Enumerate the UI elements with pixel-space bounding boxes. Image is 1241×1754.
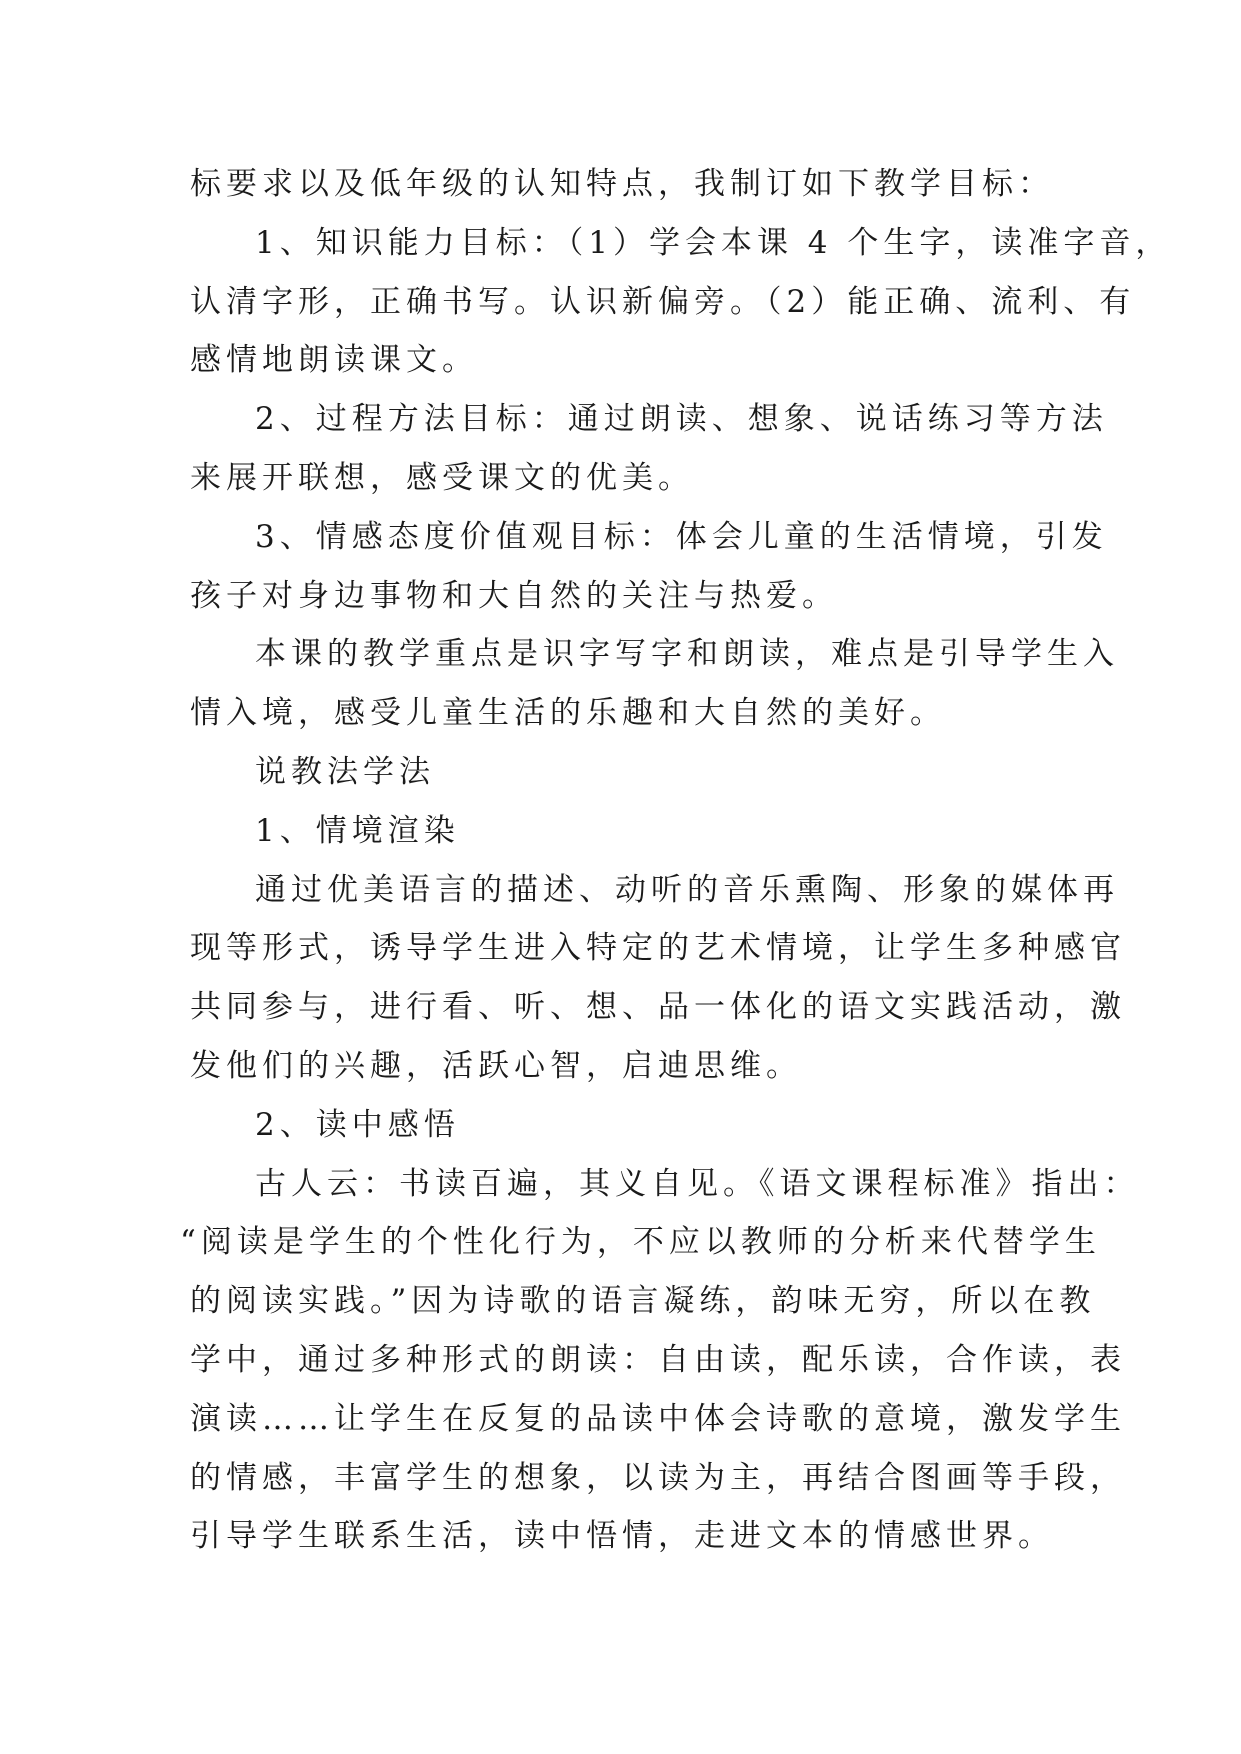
text-line: 通过优美语言的描述、动听的音乐熏陶、形象的媒体再 (255, 871, 1119, 908)
text-line: 古人云：书读百遍，其义自见。《语文课程标准》指出： (255, 1165, 1140, 1202)
subsection-heading: 2、读中感悟 (255, 1106, 460, 1143)
text-line: 情入境，感受儿童生活的乐趣和大自然的美好。 (190, 695, 946, 732)
text-line: 的情感，丰富学生的想象，以读为主，再结合图画等手段， (190, 1459, 1126, 1496)
subsection-heading: 1、情境渲染 (255, 812, 460, 849)
text-line: 标要求以及低年级的认知特点，我制订如下教学目标： (190, 166, 1054, 202)
section-heading: 说教法学法 (255, 753, 435, 790)
text-line: 本课的教学重点是识字写字和朗读，难点是引导学生入 (255, 636, 1119, 673)
text-line: 引导学生联系生活，读中悟情，走进文本的情感世界。 (190, 1518, 1054, 1555)
text-line: 2、过程方法目标：通过朗读、想象、说话练习等方法 (255, 401, 1108, 438)
text-line: 感情地朗读课文。 (190, 342, 478, 379)
text-line: 孩子对身边事物和大自然的关注与热爱。 (190, 577, 838, 614)
document-body (180, 155, 1172, 1566)
text-line: 演读……让学生在反复的品读中体会诗歌的意境，激发学生 (190, 1400, 1126, 1437)
text-line: 学中，通过多种形式的朗读：自由读，配乐读，合作读，表 (190, 1341, 1126, 1378)
text-line: 共同参与，进行看、听、想、品一体化的语文实践活动，激 (190, 989, 1126, 1026)
text-line: 认清字形，正确书写。认识新偏旁。（2）能正确、流利、有 (190, 283, 1136, 320)
text-line: 的阅读实践。”因为诗歌的语言凝练，韵味无穷，所以在教 (190, 1283, 1096, 1320)
text-line: 3、情感态度价值观目标：体会儿童的生活情境，引发 (255, 518, 1108, 555)
text-line: 现等形式，诱导学生进入特定的艺术情境，让学生多种感官 (190, 930, 1126, 967)
text-line: 来展开联想，感受课文的优美。 (190, 459, 694, 496)
text-line: 发他们的兴趣，活跃心智，启迪思维。 (190, 1047, 802, 1084)
text-line: “阅读是学生的个性化行为，不应以教师的分析来代替学生 (180, 1224, 1101, 1261)
text-line: 1、知识能力目标：（1）学会本课 4 个生字，读准字音， (255, 224, 1172, 261)
